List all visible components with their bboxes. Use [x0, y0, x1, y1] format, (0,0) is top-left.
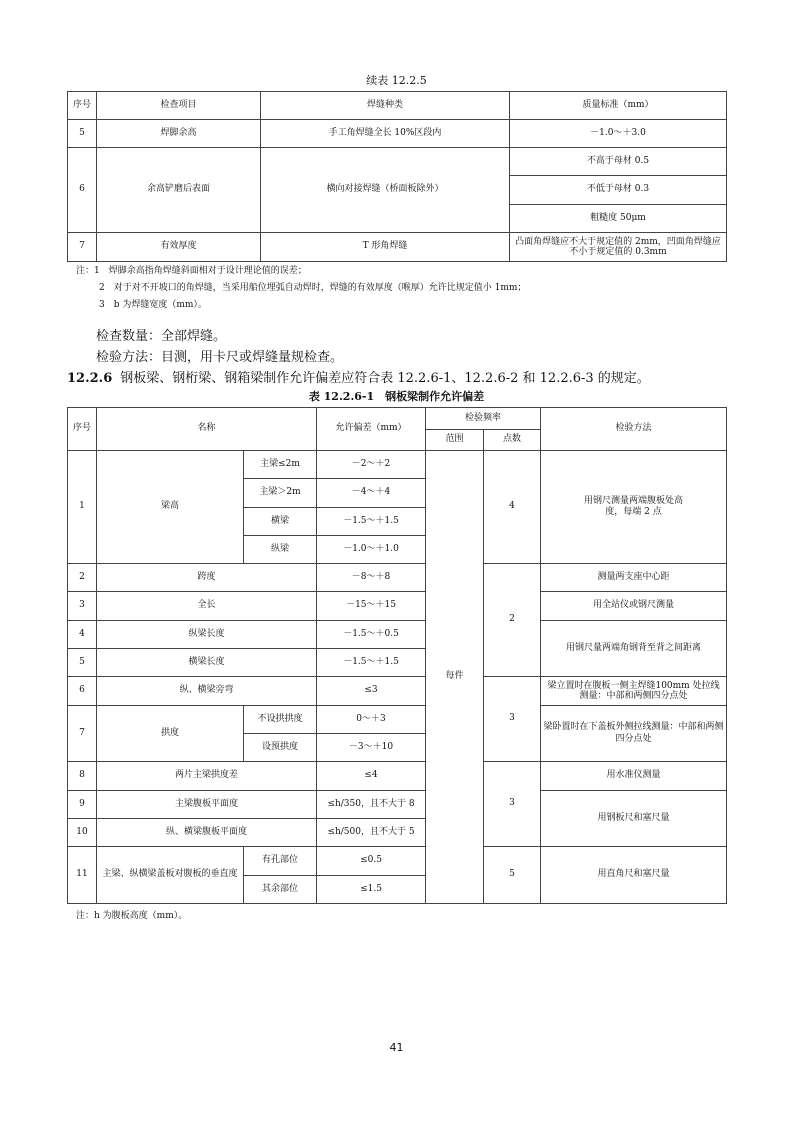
row-points: 4 — [484, 451, 541, 564]
row-standard: 粗糙度 50μm — [510, 205, 727, 233]
row-tolerance: ≤h/500，且不大于 5 — [317, 819, 426, 847]
table-row — [68, 148, 727, 176]
row-method: 用钢尺测量两端腹板处高度，每端 2 点 — [541, 451, 727, 564]
row-subname: 其余部位 — [244, 876, 317, 904]
table-row — [68, 621, 727, 649]
range-value: 每件 — [426, 451, 484, 904]
row-method: 用钢尺量两端角钢背至背之间距离 — [541, 621, 727, 677]
plate-girder-tolerance-table — [67, 407, 727, 904]
row-weld: 手工角焊缝全长 10%区段内 — [261, 120, 510, 148]
table-header-row — [68, 92, 727, 120]
table-row — [68, 762, 727, 791]
row-method: 梁卧置时在下盖板外侧拉线测量：中部和两侧四分点处 — [541, 706, 727, 762]
row-tolerance: ≤4 — [317, 762, 426, 791]
row-name: 梁高 — [97, 451, 244, 564]
row-tolerance: ≤1.5 — [317, 876, 426, 904]
row-item: 有效厚度 — [97, 233, 261, 262]
row-subname: 不设拱拱度 — [244, 706, 317, 734]
row-tolerance: －2～＋2 — [317, 451, 426, 479]
page-number: 41 — [389, 1041, 404, 1054]
row-tolerance: －1.5～＋1.5 — [317, 508, 426, 536]
header-no: 序号 — [68, 408, 97, 451]
row-tolerance: －1.0～＋1.0 — [317, 536, 426, 564]
row-no: 9 — [68, 791, 97, 819]
row-no: 6 — [68, 677, 97, 706]
header-item: 检查项目 — [97, 92, 261, 120]
row-tolerance: ≤3 — [317, 677, 426, 706]
header-points: 点数 — [484, 430, 541, 451]
row-item: 余高铲磨后表面 — [97, 148, 261, 233]
table-row — [68, 451, 727, 479]
header-frequency: 检验频率 — [426, 408, 541, 430]
row-name: 全长 — [97, 592, 317, 621]
inspection-method: 检验方法：目测，用卡尺或焊缝量规检查。 — [96, 350, 344, 365]
header-weld-type: 焊缝种类 — [261, 92, 510, 120]
header-method: 检验方法 — [541, 408, 727, 451]
row-standard: 不高于母材 0.5 — [510, 148, 727, 176]
row-tolerance: 0～＋3 — [317, 706, 426, 734]
table1-caption: 续表 12.2.5 — [366, 74, 427, 87]
row-subname: 有孔部位 — [244, 847, 317, 876]
section-text: 钢板梁、钢桁梁、钢箱梁制作允许偏差应符合表 12.2.6-1、12.2.6-2 和 12.2.6-3 的规定。 — [120, 371, 650, 386]
table-row — [68, 847, 727, 876]
row-name: 跨度 — [97, 564, 317, 592]
row-tolerance: ≤0.5 — [317, 847, 426, 876]
row-tolerance: －4～＋4 — [317, 479, 426, 508]
row-name: 纵梁长度 — [97, 621, 317, 649]
row-name: 主梁腹板平面度 — [97, 791, 317, 819]
row-no: 7 — [68, 706, 97, 762]
row-method: 测量两支座中心距 — [541, 564, 727, 592]
table2-caption-title: 钢板梁制作允许偏差 — [385, 390, 485, 403]
table-row — [68, 120, 727, 148]
row-tolerance: ≤h/350，且不大于 8 — [317, 791, 426, 819]
row-tolerance: －3～＋10 — [317, 734, 426, 762]
row-tolerance: －1.5～＋0.5 — [317, 621, 426, 649]
row-no: 6 — [68, 148, 97, 233]
header-tolerance: 允许偏差（mm） — [317, 408, 426, 451]
row-no: 4 — [68, 621, 97, 649]
row-points: 3 — [484, 677, 541, 762]
row-no: 11 — [68, 847, 97, 904]
table1-notes — [76, 263, 526, 314]
row-points: 5 — [484, 847, 541, 904]
table-row — [68, 592, 727, 621]
table2-caption-number: 表 12.2.6-1 — [308, 390, 375, 403]
row-subname: 主梁≤2m — [244, 451, 317, 479]
table-row — [68, 564, 727, 592]
row-tolerance: －8～＋8 — [317, 564, 426, 592]
row-item: 焊脚余高 — [97, 120, 261, 148]
row-no: 5 — [68, 120, 97, 148]
row-name: 主梁、纵横梁盖板对腹板的垂直度 — [97, 847, 244, 904]
table-row — [68, 706, 727, 734]
row-method: 用钢板尺和塞尺量 — [541, 791, 727, 847]
row-no: 7 — [68, 233, 97, 262]
row-method: 用全站仪或钢尺测量 — [541, 592, 727, 621]
header-no: 序号 — [68, 92, 97, 120]
table-row — [68, 233, 727, 262]
row-no: 2 — [68, 564, 97, 592]
row-name: 纵、横梁腹板平面度 — [97, 819, 317, 847]
row-name: 纵、横梁旁弯 — [97, 677, 317, 706]
weld-quality-table — [67, 91, 727, 262]
row-no: 1 — [68, 451, 97, 564]
row-standard: －1.0～＋3.0 — [510, 120, 727, 148]
row-subname: 横梁 — [244, 508, 317, 536]
row-no: 8 — [68, 762, 97, 791]
section-number: 12.2.6 — [67, 371, 113, 386]
row-method: 梁立置时在腹板一侧主焊缝100mm 处拉线测量：中部和两侧四分点处 — [541, 677, 727, 706]
row-name: 拱度 — [97, 706, 244, 762]
row-weld: 横向对接焊缝（桥面板除外） — [261, 148, 510, 233]
row-points: 2 — [484, 564, 541, 677]
row-tolerance: －15～＋15 — [317, 592, 426, 621]
row-standard: 凸面角焊缝应不大于规定值的 2mm，凹面角焊缝应不小于规定值的 0.3mm — [510, 233, 727, 262]
section-paragraph — [67, 367, 650, 386]
header-standard: 质量标准（mm） — [510, 92, 727, 120]
header-name: 名称 — [97, 408, 317, 451]
table-header-row — [68, 408, 727, 430]
row-no: 10 — [68, 819, 97, 847]
row-subname: 纵梁 — [244, 536, 317, 564]
row-standard: 不低于母材 0.3 — [510, 176, 727, 205]
row-method: 用水准仪测量 — [541, 762, 727, 791]
row-name: 横梁长度 — [97, 649, 317, 677]
row-weld: T 形角焊缝 — [261, 233, 510, 262]
table-row — [68, 791, 727, 819]
row-tolerance: －1.5～＋1.5 — [317, 649, 426, 677]
note-line: 3 b 为焊缝宽度（mm）。 — [99, 300, 207, 310]
inspection-quantity: 检查数量：全部焊缝。 — [96, 329, 227, 344]
row-no: 5 — [68, 649, 97, 677]
row-subname: 设预拱度 — [244, 734, 317, 762]
row-name: 两片主梁拱度差 — [97, 762, 317, 791]
row-points: 3 — [484, 762, 541, 847]
header-range: 范围 — [426, 430, 484, 451]
row-subname: 主梁＞2m — [244, 479, 317, 508]
row-method: 用直角尺和塞尺量 — [541, 847, 727, 904]
note-line: 2 对于对不开坡口的角焊缝，当采用船位埋弧自动焊时，焊缝的有效厚度（喉厚）允许比规定值小 1mm； — [99, 283, 527, 293]
table-row — [68, 677, 727, 706]
table2-note: 注：h 为腹板高度（mm）。 — [76, 911, 188, 921]
table2-caption — [0, 388, 793, 404]
row-no: 3 — [68, 592, 97, 621]
note-line: 注：1 焊脚余高指角焊缝斜面相对于设计理论值的误差； — [76, 266, 307, 276]
